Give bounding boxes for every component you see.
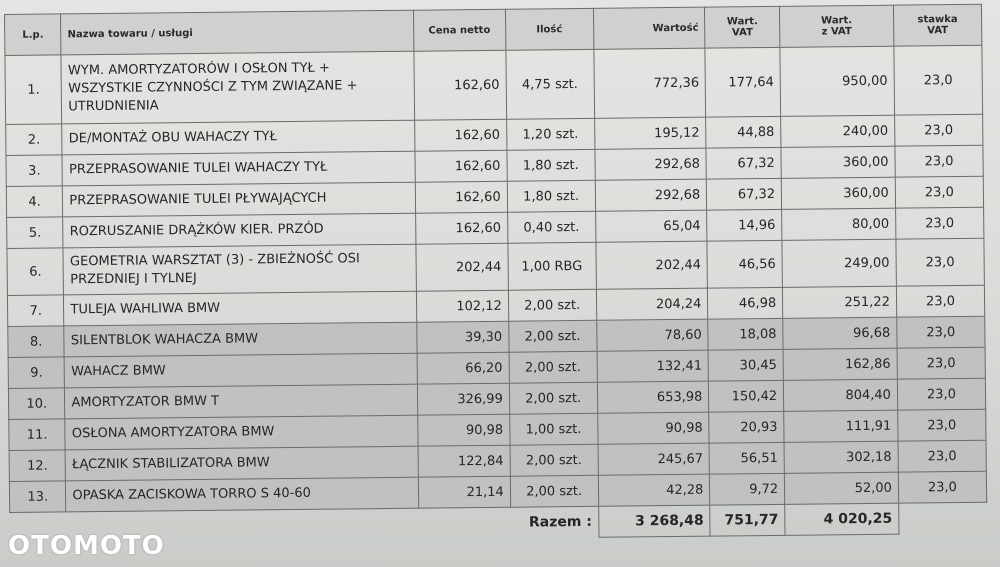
row-vat: 46,98 (708, 287, 783, 319)
row-vat: 67,32 (707, 178, 782, 210)
row-price: 21,14 (418, 476, 510, 508)
row-value: 42,28 (598, 474, 710, 506)
row-lp: 7. (7, 295, 64, 327)
row-name: SILENTBLOK WAHACZA BMW (64, 322, 417, 357)
row-gross: 251,22 (783, 286, 897, 318)
row-name: AMORTYZATOR BMW T (65, 384, 418, 419)
row-vat: 44,88 (706, 116, 781, 148)
row-lp: 13. (9, 481, 66, 513)
row-qty: 1,80 szt. (507, 180, 595, 212)
row-vat: 150,42 (709, 380, 784, 412)
row-vat: 20,93 (709, 411, 784, 443)
row-value: 204,24 (596, 288, 708, 320)
row-rate: 23,0 (897, 347, 985, 379)
row-value: 195,12 (594, 117, 706, 149)
header-price: Cena netto (413, 9, 506, 51)
row-value: 90,98 (597, 412, 709, 444)
row-rate: 23,0 (896, 285, 984, 317)
row-lp: 10. (8, 388, 65, 420)
row-value: 772,36 (593, 48, 706, 118)
row-qty: 1,80 szt. (507, 149, 595, 181)
otomoto-watermark: OTOMOTO (8, 531, 165, 561)
row-value: 132,41 (597, 350, 709, 382)
table-row (5, 45, 983, 124)
invoice-table (4, 4, 987, 544)
row-value: 65,04 (595, 210, 707, 242)
row-gross: 162,86 (783, 348, 897, 380)
row-name: PRZEPRASOWANIE TULEI WAHACZY TYŁ (62, 151, 415, 186)
row-lp: 3. (6, 155, 63, 187)
row-vat: 177,64 (705, 47, 780, 117)
row-price: 162,60 (415, 181, 507, 213)
row-vat: 30,45 (708, 349, 783, 381)
row-qty: 2,00 szt. (508, 320, 596, 352)
row-qty: 1,00 RBG (508, 242, 596, 290)
row-rate: 23,0 (895, 207, 983, 239)
header-gross: Wart. z VAT (780, 5, 894, 47)
row-price: 102,12 (416, 290, 508, 322)
row-price: 66,20 (417, 352, 509, 384)
row-value: 292,68 (594, 148, 706, 180)
row-name: OPASKA ZACISKOWA TORRO S 40-60 (66, 477, 419, 512)
row-qty: 2,00 szt. (509, 351, 597, 383)
row-rate: 23,0 (898, 471, 986, 503)
row-gross: 96,68 (783, 317, 897, 349)
row-lp: 9. (8, 357, 65, 389)
row-gross: 804,40 (784, 379, 898, 411)
row-qty: 4,75 szt. (506, 49, 594, 119)
row-lp: 11. (9, 419, 66, 451)
row-rate: 23,0 (898, 440, 986, 472)
row-name: DE/MONTAŻ OBU WAHACZY TYŁ (62, 120, 415, 155)
row-name: PRZEPRASOWANIE TULEI PŁYWAJĄCYCH (63, 182, 416, 217)
row-price: 162,60 (414, 119, 506, 151)
row-qty: 2,00 szt. (508, 289, 596, 321)
row-rate: 23,0 (894, 45, 983, 115)
header-rate: stawka VAT (893, 4, 982, 46)
totals-label: Razem : (528, 514, 592, 531)
row-gross: 80,00 (782, 208, 896, 240)
row-vat: 67,32 (706, 147, 781, 179)
totals-vat: 751,77 (710, 504, 785, 536)
row-name: TULEJA WAHLIWA BMW (64, 291, 417, 326)
row-gross: 360,00 (781, 146, 895, 178)
row-vat: 56,51 (709, 442, 784, 474)
row-qty: 2,00 szt. (510, 475, 598, 507)
header-value: Wartość (593, 7, 705, 49)
header-qty: Ilość (505, 8, 593, 50)
row-lp: 6. (7, 248, 64, 296)
row-price: 39,30 (416, 321, 508, 353)
row-qty: 2,00 szt. (509, 382, 597, 414)
row-vat: 14,96 (707, 209, 782, 241)
row-lp: 12. (9, 450, 66, 482)
row-price: 90,98 (417, 414, 509, 446)
row-rate: 23,0 (894, 114, 982, 146)
totals-empty (899, 502, 987, 534)
row-name: ROZRUSZANIE DRĄŻKÓW KIER. PRZÓD (63, 213, 416, 248)
row-rate: 23,0 (897, 378, 985, 410)
row-name: OSŁONA AMORTYZATORA BMW (65, 415, 418, 450)
row-price: 326,99 (417, 383, 509, 415)
row-value: 292,68 (595, 179, 707, 211)
row-rate: 23,0 (895, 176, 983, 208)
row-rate: 23,0 (896, 238, 985, 286)
header-name: Nazwa towaru / usługi (61, 10, 414, 55)
row-gross: 240,00 (781, 115, 895, 147)
row-lp: 2. (6, 124, 63, 156)
header-vat: Wart. VAT (705, 6, 780, 48)
row-rate: 23,0 (897, 316, 985, 348)
row-value: 245,67 (598, 443, 710, 475)
row-value: 78,60 (596, 319, 708, 351)
row-lp: 8. (8, 326, 65, 358)
row-vat: 9,72 (710, 473, 785, 505)
row-value: 653,98 (597, 381, 709, 413)
row-name: ŁĄCZNIK STABILIZATORA BMW (65, 446, 418, 481)
row-name: WYM. AMORTYZATORÓW I OSŁON TYŁ + WSZYSTKIE CZYNNOŚCI Z TYM ZWIĄZANE + UTRUDNIENIA (61, 51, 414, 124)
totals-gross: 4 020,25 (785, 503, 899, 535)
row-rate: 23,0 (898, 409, 986, 441)
row-lp: 4. (6, 186, 63, 218)
header-lp: L.p. (5, 14, 62, 56)
row-lp: 1. (5, 55, 62, 125)
totals-value: 3 268,48 (598, 505, 710, 537)
row-gross: 111,91 (784, 410, 898, 442)
row-price: 202,44 (416, 243, 509, 291)
row-gross: 950,00 (780, 46, 894, 116)
row-rate: 23,0 (895, 145, 983, 177)
row-price: 122,84 (418, 445, 510, 477)
row-vat: 46,56 (707, 240, 782, 288)
row-name: WAHACZ BMW (65, 353, 418, 388)
row-gross: 302,18 (784, 441, 898, 473)
row-vat: 18,08 (708, 318, 783, 350)
row-qty: 0,40 szt. (507, 211, 595, 243)
row-gross: 249,00 (782, 239, 896, 287)
row-price: 162,60 (415, 212, 507, 244)
row-gross: 360,00 (781, 177, 895, 209)
row-qty: 1,00 szt. (509, 413, 597, 445)
row-qty: 2,00 szt. (510, 444, 598, 476)
row-value: 202,44 (595, 241, 707, 289)
row-price: 162,60 (414, 50, 507, 120)
row-lp: 5. (7, 217, 64, 249)
row-qty: 1,20 szt. (506, 118, 594, 150)
row-name: GEOMETRIA WARSZTAT (3) - ZBIEŻNOŚĆ OSI PRZEDNIEJ I TYLNEJ (63, 244, 416, 295)
row-gross: 52,00 (784, 472, 898, 504)
row-price: 162,60 (415, 150, 507, 182)
